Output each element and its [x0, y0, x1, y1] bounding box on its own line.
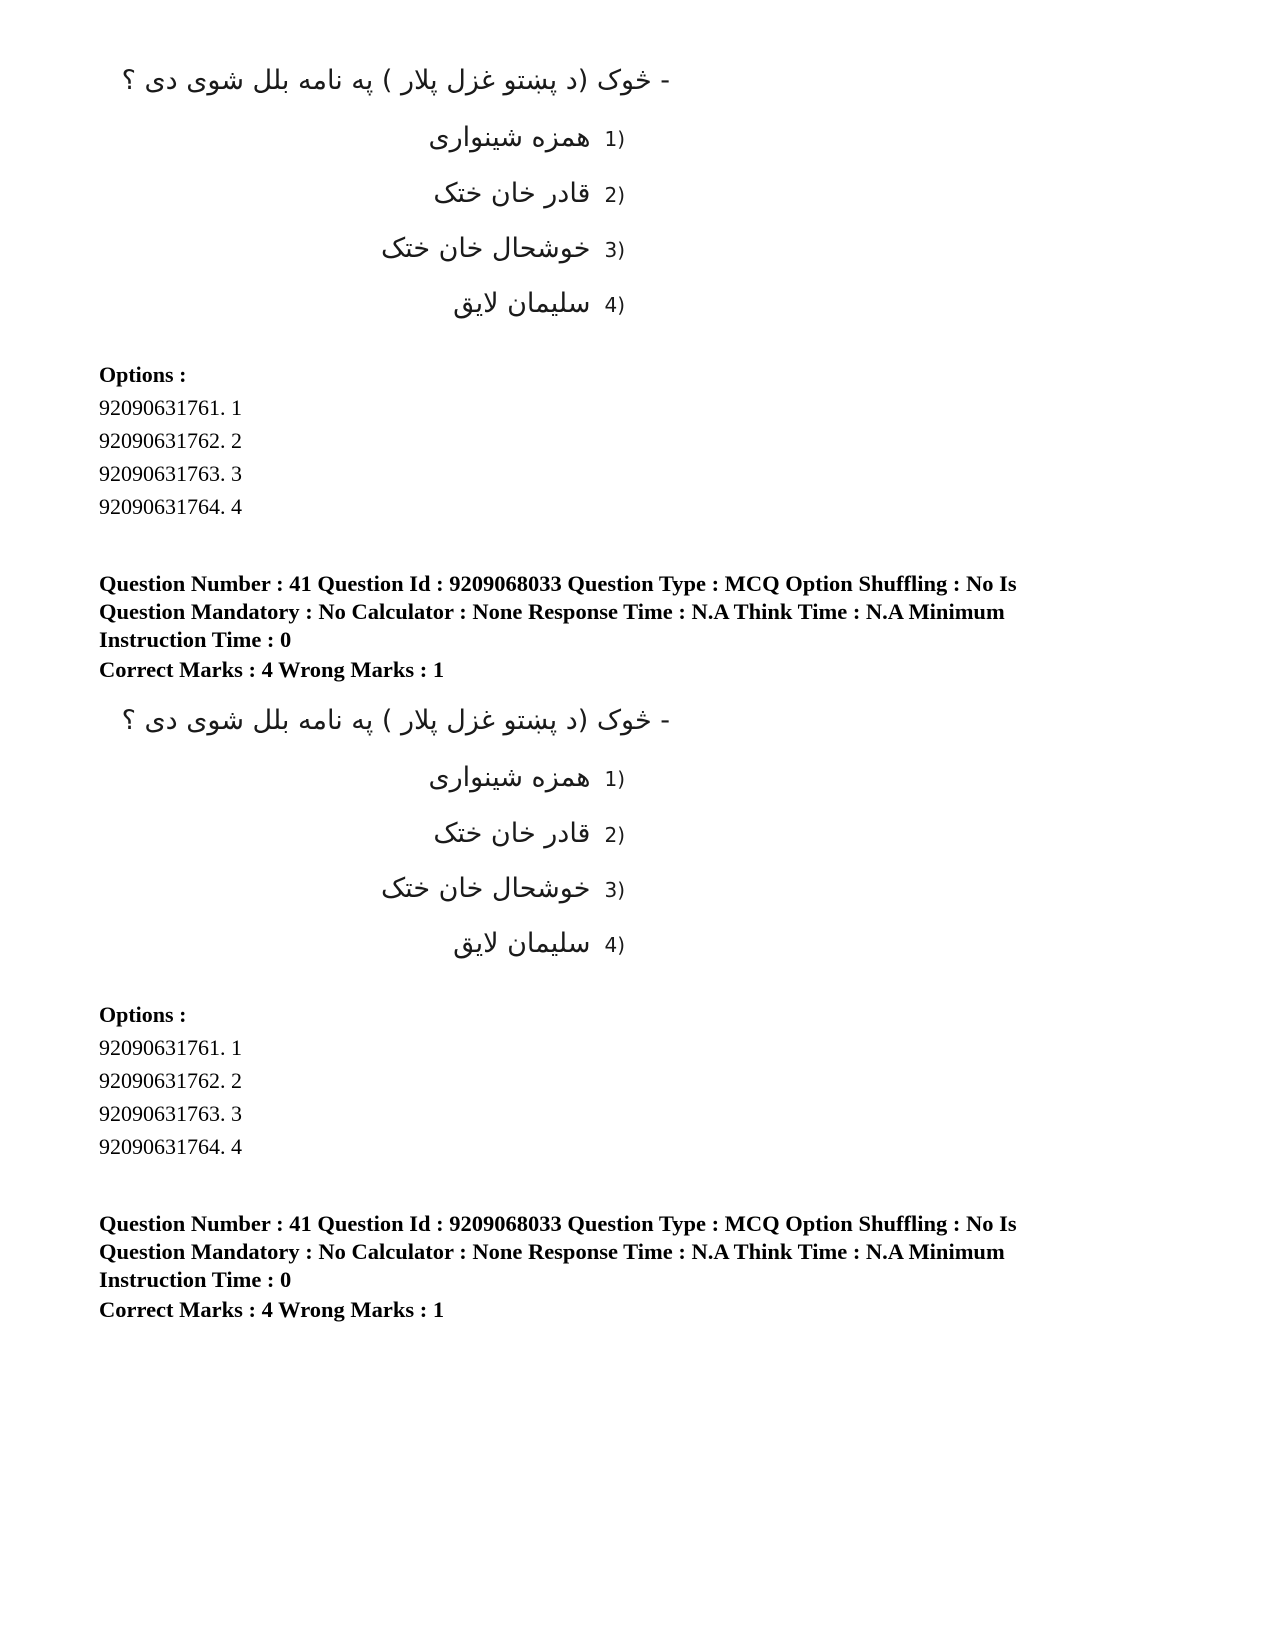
option-item: 92090631762. 2	[99, 1068, 242, 1093]
choice-number: (3	[604, 238, 625, 262]
choice-3	[381, 873, 625, 904]
option-item: 92090631761. 1	[99, 1035, 242, 1060]
choice-number: (1	[604, 127, 625, 151]
option-item: 92090631763. 3	[99, 461, 242, 486]
question-meta	[99, 1210, 1184, 1294]
options-heading: Options :	[99, 1002, 187, 1027]
choice-4	[453, 288, 625, 319]
choice-text: خوشحال خان ختک	[381, 873, 591, 904]
question-stem: - څوک (د پښتو غزل پلار ) په نامه بلل شوی دی ؟	[121, 705, 670, 736]
option-item: 92090631763. 3	[99, 1101, 242, 1126]
choice-text: همزه شینواری	[428, 122, 591, 153]
choice-1	[428, 762, 625, 793]
option-item: 92090631764. 4	[99, 494, 242, 519]
choice-text: قادر خان ختک	[433, 818, 591, 849]
question-meta-line: Question Mandatory : No Calculator : None Response Time : N.A Think Time : N.A Minimum	[99, 599, 1005, 624]
choice-text: سلیمان لایق	[453, 928, 591, 959]
choice-number: (3	[604, 878, 625, 902]
choice-2	[433, 818, 625, 849]
question-marks: Correct Marks : 4 Wrong Marks : 1	[99, 657, 445, 682]
question-image-1	[110, 60, 670, 340]
choice-3	[381, 233, 625, 264]
choice-number: (2	[604, 183, 625, 207]
question-meta-line: Question Mandatory : No Calculator : None Response Time : N.A Think Time : N.A Minimum	[99, 1239, 1005, 1264]
choice-4	[453, 928, 625, 959]
choice-number: (4	[604, 933, 625, 957]
choice-number: (4	[604, 293, 625, 317]
option-item: 92090631764. 4	[99, 1134, 242, 1159]
choice-text: همزه شینواری	[428, 762, 591, 793]
choice-number: (2	[604, 823, 625, 847]
choice-text: خوشحال خان ختک	[381, 233, 591, 264]
question-meta-line: Question Number : 41 Question Id : 9209068033 Question Type : MCQ Option Shuffling : No Is	[99, 1211, 1017, 1236]
question-stem: - څوک (د پښتو غزل پلار ) په نامه بلل شوی دی ؟	[121, 65, 670, 96]
question-marks: Correct Marks : 4 Wrong Marks : 1	[99, 1297, 445, 1322]
choice-2	[433, 178, 625, 209]
choice-1	[428, 122, 625, 153]
question-meta-line: Instruction Time : 0	[99, 1267, 292, 1292]
option-item: 92090631761. 1	[99, 395, 242, 420]
question-image-2	[110, 700, 670, 980]
choice-number: (1	[604, 767, 625, 791]
question-meta-line: Instruction Time : 0	[99, 627, 292, 652]
options-heading: Options :	[99, 362, 187, 387]
choice-text: قادر خان ختک	[433, 178, 591, 209]
question-meta	[99, 570, 1184, 654]
question-meta-line: Question Number : 41 Question Id : 9209068033 Question Type : MCQ Option Shuffling : No Is	[99, 571, 1017, 596]
choice-text: سلیمان لایق	[453, 288, 591, 319]
option-item: 92090631762. 2	[99, 428, 242, 453]
